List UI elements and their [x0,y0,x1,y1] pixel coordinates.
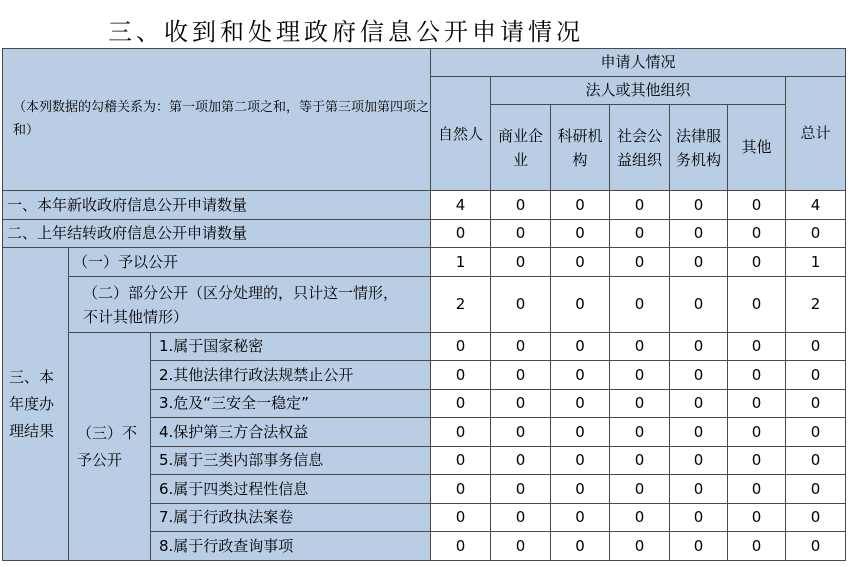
cell-value: 0 [728,532,786,561]
header-commercial: 商业企业 [491,105,551,191]
cell-value: 2 [786,277,846,333]
disclosure-table [2,48,846,561]
row-label: 8.属于行政查询事项 [151,532,431,561]
header-note: （本列数据的勾稽关系为：第一项加第二项之和，等于第三项加第四项之和） [3,49,431,191]
row-label: 4.保护第三方合法权益 [151,418,431,447]
header-applicant: 申请人情况 [431,49,846,77]
cell-value: 0 [670,277,728,333]
cell-value: 0 [728,333,786,361]
row-label: 二、上年结转政府信息公开申请数量 [3,220,431,248]
cell-value: 0 [551,191,610,220]
cell-value: 0 [610,447,670,475]
cell-value: 1 [786,248,846,277]
cell-value: 0 [670,220,728,248]
cell-value: 0 [728,447,786,475]
cell-value: 0 [491,447,551,475]
cell-value: 4 [431,191,491,220]
cell-value: 0 [551,504,610,532]
cell-value: 0 [431,390,491,418]
cell-value: 0 [610,277,670,333]
cell-value: 0 [610,333,670,361]
cell-value: 0 [551,220,610,248]
cell-value: 0 [786,390,846,418]
cell-value: 0 [728,475,786,504]
cell-value: 0 [670,418,728,447]
row-label: （二）部分公开（区分处理的，只计这一情形，不计其他情形） [69,277,431,333]
cell-value: 0 [491,418,551,447]
cell-value: 0 [491,333,551,361]
cell-value: 2 [431,277,491,333]
header-social: 社会公益组织 [610,105,670,191]
cell-value: 0 [786,475,846,504]
cell-value: 0 [670,191,728,220]
no-disclose-label: （三）不予公开 [69,333,151,561]
cell-value: 0 [610,475,670,504]
cell-value: 0 [551,418,610,447]
cell-value: 0 [786,333,846,361]
cell-value: 0 [670,333,728,361]
cell-value: 0 [610,191,670,220]
row-label: 1.属于国家秘密 [151,333,431,361]
row-label: 2.其他法律行政法规禁止公开 [151,361,431,390]
cell-value: 0 [551,361,610,390]
cell-value: 0 [670,390,728,418]
row-label: （一）予以公开 [69,248,431,277]
cell-value: 0 [670,504,728,532]
cell-value: 0 [610,532,670,561]
cell-value: 0 [786,447,846,475]
cell-value: 0 [728,220,786,248]
cell-value: 0 [551,248,610,277]
row-label: 5.属于三类内部事务信息 [151,447,431,475]
cell-value: 0 [431,333,491,361]
cell-value: 0 [670,447,728,475]
cell-value: 0 [551,390,610,418]
cell-value: 0 [610,361,670,390]
cell-value: 0 [728,191,786,220]
section3-label: 三、本年度办理结果 [3,248,69,561]
cell-value: 0 [670,532,728,561]
cell-value: 4 [786,191,846,220]
cell-value: 1 [431,248,491,277]
cell-value: 0 [610,248,670,277]
cell-value: 0 [431,504,491,532]
cell-value: 0 [491,248,551,277]
cell-value: 0 [670,361,728,390]
cell-value: 0 [728,418,786,447]
cell-value: 0 [491,532,551,561]
header-total: 总计 [786,77,846,191]
header-legal-service: 法律服务机构 [670,105,728,191]
cell-value: 0 [551,277,610,333]
cell-value: 0 [786,220,846,248]
cell-value: 0 [491,361,551,390]
cell-value: 0 [728,390,786,418]
cell-value: 0 [610,418,670,447]
header-legal-group: 法人或其他组织 [491,77,786,105]
cell-value: 0 [728,277,786,333]
cell-value: 0 [431,418,491,447]
cell-value: 0 [431,532,491,561]
row-label: 3.危及“三安全一稳定” [151,390,431,418]
header-natural-person: 自然人 [431,77,491,191]
cell-value: 0 [551,333,610,361]
cell-value: 0 [551,475,610,504]
row-label: 7.属于行政执法案卷 [151,504,431,532]
cell-value: 0 [551,532,610,561]
cell-value: 0 [491,191,551,220]
cell-value: 0 [491,475,551,504]
cell-value: 0 [491,390,551,418]
cell-value: 0 [728,504,786,532]
cell-value: 0 [431,361,491,390]
cell-value: 0 [431,475,491,504]
row-label: 一、本年新收政府信息公开申请数量 [3,191,431,220]
cell-value: 0 [610,220,670,248]
cell-value: 0 [491,277,551,333]
cell-value: 0 [431,220,491,248]
cell-value: 0 [670,475,728,504]
cell-value: 0 [491,220,551,248]
cell-value: 0 [786,532,846,561]
header-research: 科研机构 [551,105,610,191]
cell-value: 0 [786,361,846,390]
header-other: 其他 [728,105,786,191]
row-label: 6.属于四类过程性信息 [151,475,431,504]
cell-value: 0 [786,418,846,447]
cell-value: 0 [728,248,786,277]
cell-value: 0 [551,447,610,475]
cell-value: 0 [670,248,728,277]
cell-value: 0 [610,390,670,418]
cell-value: 0 [491,504,551,532]
page-title: 三、收到和处理政府信息公开申请情况 [108,18,584,46]
cell-value: 0 [610,504,670,532]
cell-value: 0 [786,504,846,532]
cell-value: 0 [431,447,491,475]
cell-value: 0 [728,361,786,390]
